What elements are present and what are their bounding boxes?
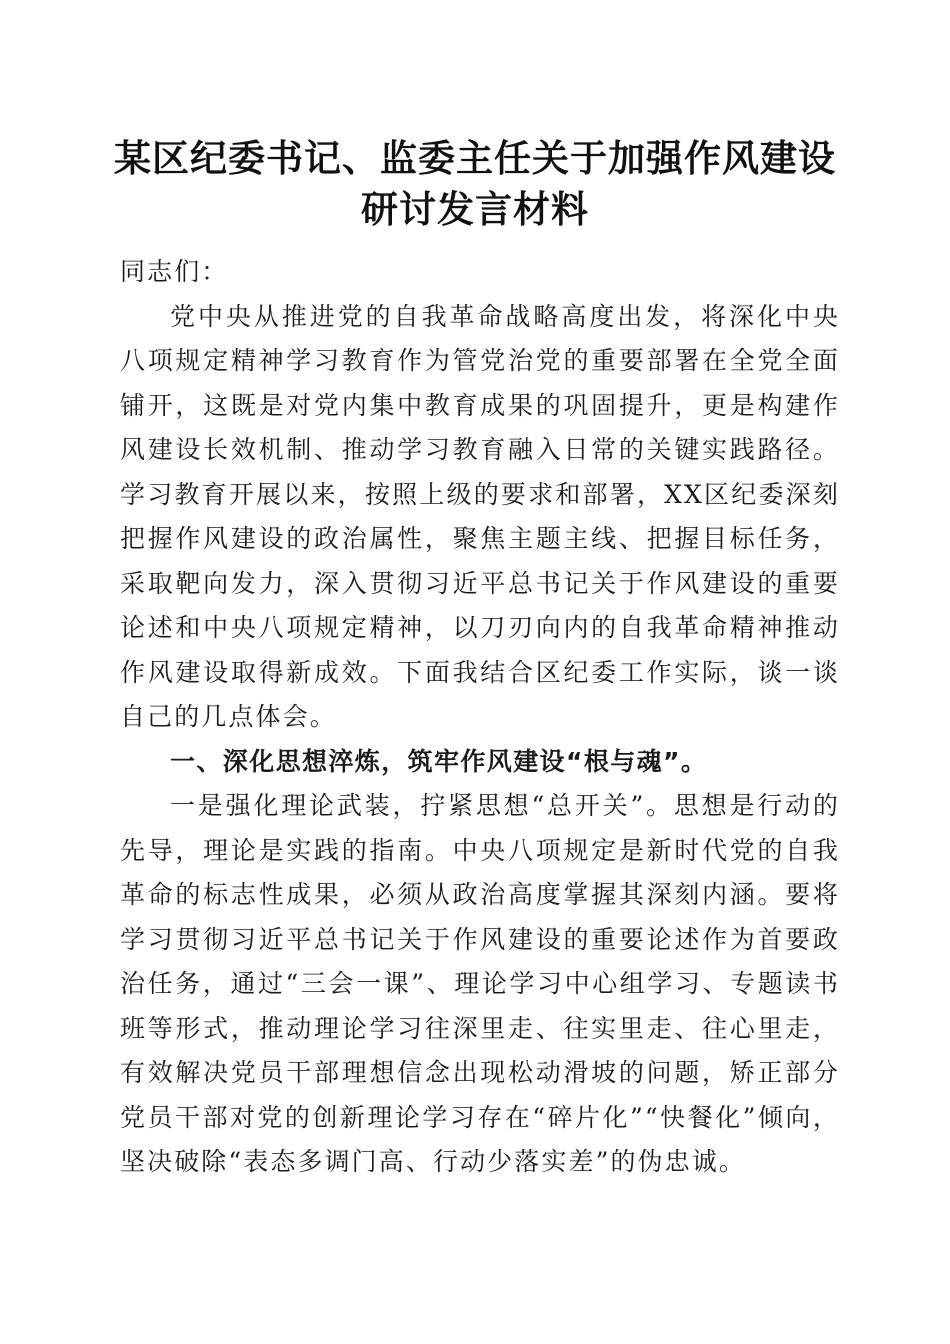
intro-paragraph: 党中央从推进党的自我革命战略高度出发，将深化中央八项规定精神学习教育作为管党治党的重要部署在全党全面铺开，这既是对党内集中教育成果的巩固提升，更是构建作风建设长效机制、推动学习教育融入日常的关键实践路径。学习教育开展以来，按照上级的要求和部署，XX区纪委深刻把握作风建设的政治属性，聚焦主题主线、把握目标任务，采取靶向发力，深入贯彻习近平总书记关于作风建设的重要论述和中央八项规定精神，以刀刃向内的自我革命精神推动作风建设取得新成效。下面我结合区纪委工作实际，谈一谈自己的几点体会。 (120, 301, 840, 731)
document-body (120, 250, 840, 1185)
document-title: 某区纪委书记、监委主任关于加强作风建设研讨发言材料 (114, 136, 836, 231)
salutation: 同志们： (120, 257, 229, 286)
section-one-heading: 一、深化思想淬炼，筑牢作风建设“根与魂”。 (170, 746, 708, 776)
section-one-paragraph: 一是强化理论武装，拧紧思想“总开关”。思想是行动的先导，理论是实践的指南。中央八项规定是新时代党的自我革命的标志性成果，必须从政治高度掌握其深刻内涵。要将学习贯彻习近平总书记关于作风建设的重要论述作为首要政治任务，通过“三会一课”、理论学习中心组学习、专题读书班等形式，推动理论学习往深里走、往实里走、往心里走，有效解决党员干部理想信念出现松动滑坡的问题，矫正部分党员干部对党的创新理论学习存在“碎片化”“快餐化”倾向，坚决破除“表态多调门高、行动少落实差”的伪忠诚。 (120, 791, 840, 1176)
